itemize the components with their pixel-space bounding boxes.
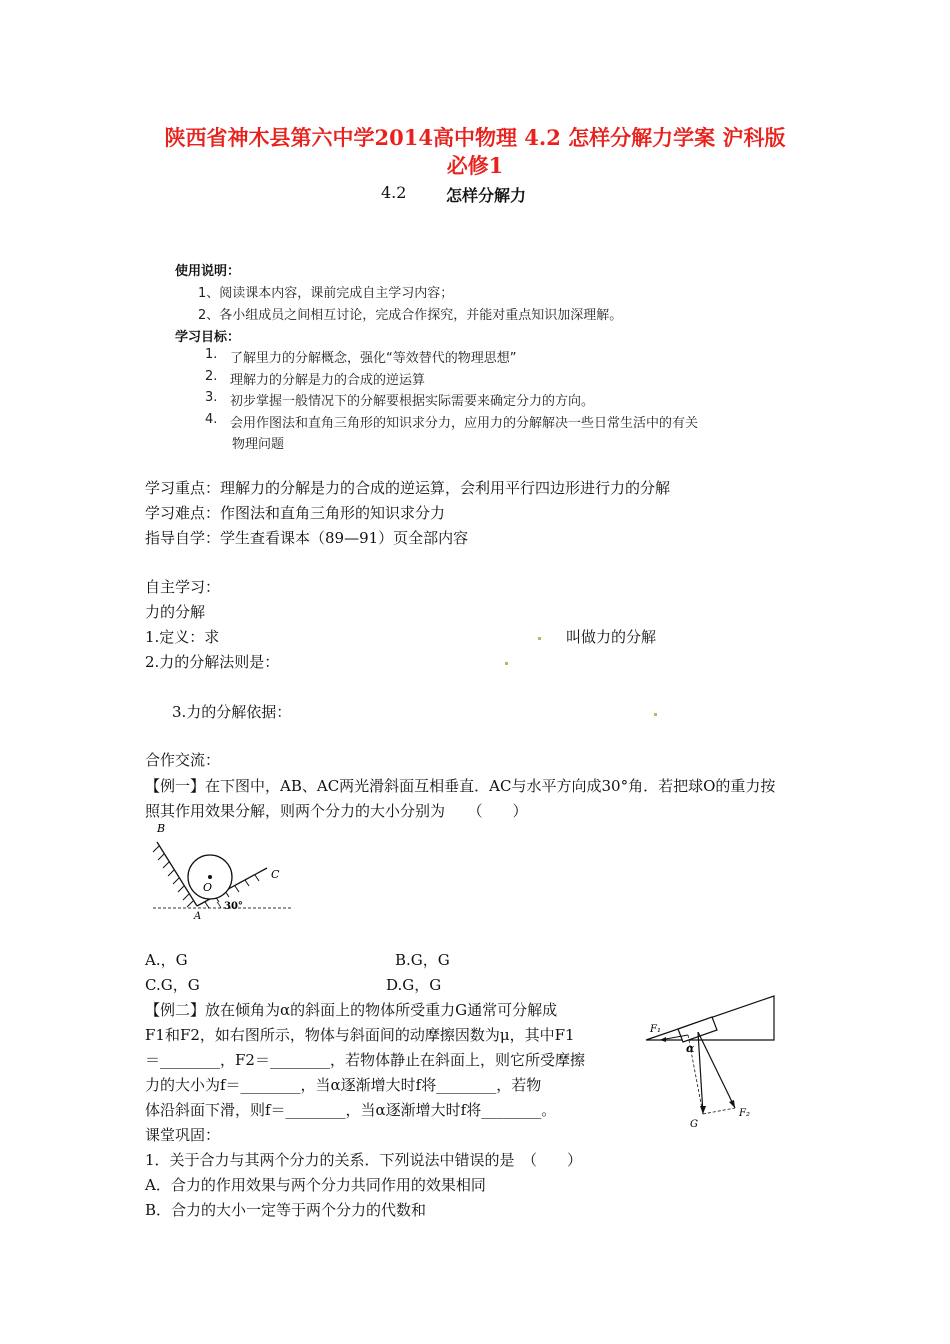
fill-in-mark — [538, 637, 541, 640]
fill-in-mark — [505, 662, 508, 665]
section-title: 怎样分解力 — [446, 186, 527, 205]
example-2-line-3: ＝________，F2＝________，若物体静止在斜面上，则它所受摩擦 — [145, 1051, 585, 1069]
label-g: G — [690, 1119, 698, 1130]
fill-in-mark — [654, 713, 657, 716]
usage-item-1: 1、阅读课本内容，课前完成自主学习内容； — [198, 286, 454, 301]
option-a: A.，G — [145, 951, 188, 969]
goal-num-2: 2. — [205, 369, 218, 384]
question-1-option-a: A．合力的作用效果与两个分力共同作用的效果相同 — [145, 1176, 486, 1194]
option-b: B.G，G — [395, 951, 450, 969]
goal-num-3: 3. — [205, 390, 218, 405]
label-f2: F₂ — [739, 1108, 750, 1119]
self-study-guide: 指导自学：学生查看课本（89—91）页全部内容 — [145, 529, 469, 547]
option-c: C.G，G — [145, 976, 200, 994]
document-title-line1: 陕西省神木县第六中学2014高中物理 4.2 怎样分解力学案 沪科版 — [164, 125, 786, 150]
document-title-line2: 必修1 — [446, 153, 504, 178]
goal-text-2: 理解力的分解是力的合成的逆运算 — [230, 373, 426, 388]
example-2-line-1: 【例二】放在倾角为α的斜面上的物体所受重力G通常可分解成 — [145, 1001, 558, 1019]
self-study-topic: 力的分解 — [145, 603, 206, 621]
label-b: B — [157, 822, 166, 835]
label-angle: 30° — [224, 901, 243, 912]
decomposition-basis-prompt: 3.力的分解依据： — [172, 703, 292, 721]
self-study-heading: 自主学习： — [145, 578, 221, 596]
question-1: 1．关于合力与其两个分力的关系．下列说法中错误的是 （ ） — [145, 1151, 583, 1169]
example-1-line-1: 【例一】在下图中，AB、AC两光滑斜面互相垂直．AC与水平方向成30°角．若把球O的重力按 — [145, 777, 776, 795]
label-c: C — [271, 868, 280, 881]
goal-num-4: 4. — [205, 412, 218, 427]
goal-text-1: 了解里力的分解概念，强化“等效替代的物理思想” — [230, 351, 517, 366]
label-f1: F₁ — [650, 1024, 661, 1035]
consolidation-heading: 课堂巩固： — [145, 1126, 221, 1144]
incline-block-force-figure — [640, 990, 780, 1130]
key-point: 学习重点：理解力的分解是力的合成的逆运算，会利用平行四边形进行力的分解 — [145, 479, 671, 497]
example-2-line-4: 力的大小为f＝________，当α逐渐增大时f将________，若物 — [145, 1076, 542, 1094]
label-alpha: α — [686, 1042, 695, 1055]
usage-heading: 使用说明： — [175, 264, 241, 279]
label-a: A — [194, 911, 202, 920]
goal-num-1: 1. — [205, 347, 218, 362]
goal-text-3: 初步掌握一般情况下的分解要根据实际需要来确定分力的方向。 — [230, 394, 595, 409]
goals-heading: 学习目标： — [175, 330, 241, 345]
coop-heading: 合作交流： — [145, 751, 221, 769]
definition-prompt: 1.定义：求 — [145, 628, 220, 646]
section-number: 4.2 — [381, 183, 407, 202]
goal-text-4: 会用作图法和直角三角形的知识求分力，应用力的分解解决一些日常生活中的有关 — [230, 416, 699, 431]
option-d: D.G，G — [386, 976, 442, 994]
decomposition-rule-prompt: 2.力的分解法则是： — [145, 653, 280, 671]
example-1-line-2: 照其作用效果分解，则两个分力的大小分别为 （ ） — [145, 802, 528, 820]
ball-between-inclines-figure — [145, 820, 295, 920]
label-o: O — [203, 881, 213, 894]
example-2-line-2: F1和F2，如右图所示，物体与斜面间的动摩擦因数为μ，其中F1 — [145, 1026, 575, 1044]
difficulty: 学习难点：作图法和直角三角形的知识求分力 — [145, 504, 446, 522]
goal-text-4-cont: 物理问题 — [232, 437, 285, 452]
definition-suffix: 叫做力的分解 — [566, 628, 657, 646]
example-2-line-5: 体沿斜面下滑，则f＝________，当α逐渐增大时f将________。 — [145, 1101, 557, 1119]
usage-item-2: 2、各小组成员之间相互讨论，完成合作探究，并能对重点知识加深理解。 — [198, 308, 623, 323]
question-1-option-b: B．合力的大小一定等于两个分力的代数和 — [145, 1201, 427, 1219]
